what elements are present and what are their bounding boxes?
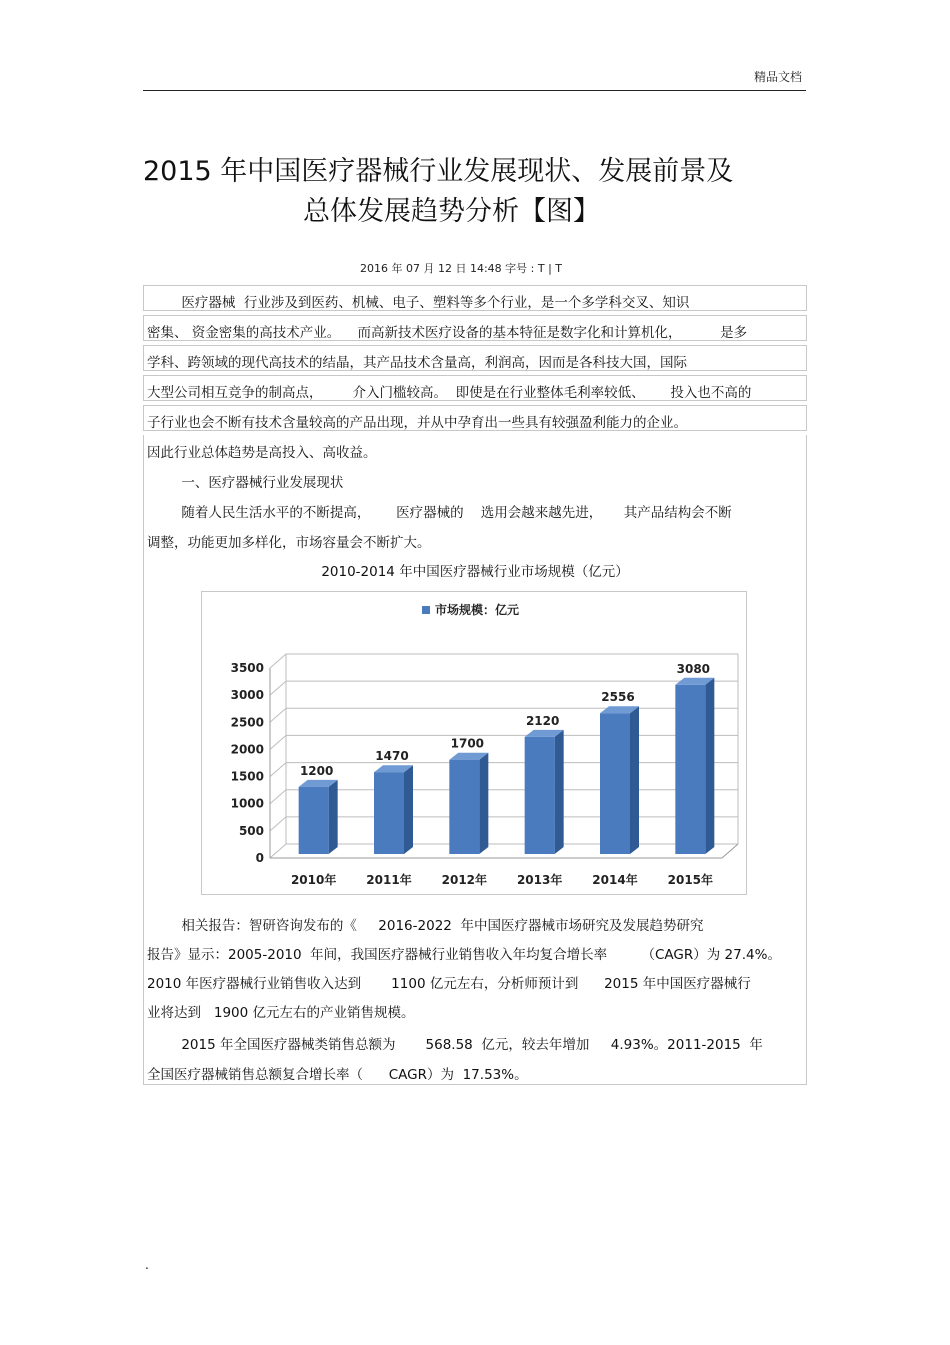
- footer-dot: .: [145, 1258, 149, 1272]
- chart: [201, 591, 747, 895]
- bar: [374, 772, 404, 854]
- legend-label: 市场规模：亿元: [435, 603, 520, 617]
- report-line: 2010 年医疗器械行业销售收入达到 1100 亿元左右，分析师预计到 2015 年中国医疗器械行: [147, 976, 751, 992]
- y-tick-label: 1000: [230, 796, 264, 811]
- gridline: [270, 763, 738, 777]
- x-tick-label: 2015年: [667, 873, 714, 887]
- x-tick-label: 2010年: [290, 873, 337, 887]
- bar-side: [555, 730, 564, 854]
- header-label: 精品文档: [753, 70, 802, 84]
- bar-side: [630, 706, 639, 854]
- section-line: 调整，功能更加多样化，市场容量会不断扩大。: [147, 535, 431, 551]
- chart-floor: [270, 844, 738, 858]
- report-line: 业将达到 1900 亿元左右的产业销售规模。: [147, 1005, 415, 1021]
- x-tick-label: 2013年: [516, 873, 563, 887]
- bar: [299, 787, 329, 854]
- publish-meta: 2016 年 07 月 12 日 14:48 字号 : T | T: [360, 262, 563, 275]
- intro-line: 学科、跨领域的现代高技术的结晶，其产品技术含量高，利润高，因而是各科技大国，国际: [147, 355, 687, 371]
- bar-side: [705, 678, 714, 854]
- report-line: 全国医疗器械销售总额复合增长率（ CAGR）为 17.53%。: [147, 1067, 528, 1083]
- legend-swatch: [422, 606, 430, 614]
- y-tick-label: 3000: [230, 688, 264, 703]
- bar-chart-svg: [202, 592, 746, 894]
- bar-side: [404, 765, 413, 854]
- section-line: 随着人民生活水平的不断提高， 医疗器械的 选用会越来越先进， 其产品结构会不断: [147, 505, 732, 521]
- chart-caption: 2010-2014 年中国医疗器械行业市场规模（亿元）: [321, 564, 629, 580]
- intro-line: 医疗器械 行业涉及到医药、机械、电子、塑料等多个行业，是一个多学科交叉、知识: [147, 295, 690, 311]
- gridline: [270, 735, 738, 749]
- y-tick-label: 500: [238, 823, 264, 838]
- bar: [675, 685, 705, 854]
- gridline: [270, 817, 738, 831]
- y-tick-label: 0: [255, 851, 264, 865]
- y-tick-label: 1500: [230, 769, 264, 784]
- data-label: 1470: [375, 749, 409, 764]
- data-label: 1200: [299, 763, 334, 778]
- bar: [600, 713, 630, 854]
- x-tick-label: 2012年: [441, 873, 488, 887]
- page-title: [143, 152, 806, 232]
- title-line-1: 2015 年中国医疗器械行业发展现状、发展前景及: [143, 156, 734, 187]
- data-label: 3080: [676, 661, 711, 676]
- data-label: 2120: [525, 713, 560, 728]
- intro-line: 子行业也会不断有技术含量较高的产品出现，并从中孕育出一些具有较强盈利能力的企业。: [147, 415, 687, 431]
- gridline: [270, 844, 738, 858]
- section-heading: 一、医疗器械行业发展现状: [147, 475, 344, 491]
- header-rule: [143, 90, 806, 91]
- bar: [525, 737, 555, 854]
- intro-line: 大型公司相互竞争的制高点， 介入门槛较高。 即使是在行业整体毛利率较低、 投入也不高的: [147, 385, 752, 401]
- gridline: [270, 681, 738, 695]
- intro-line: 密集、 资金密集的高技术产业。 而高新技术医疗设备的基本特征是数字化和计算机化， 是多: [147, 325, 748, 341]
- gridline: [270, 654, 738, 668]
- report-line: 2015 年全国医疗器械类销售总额为 568.58 亿元，较去年增加 4.93%。2011-2015 年: [147, 1037, 763, 1053]
- y-tick-label: 3500: [230, 661, 264, 675]
- y-tick-label: 2500: [230, 715, 264, 730]
- x-tick-label: 2014年: [592, 873, 638, 887]
- data-label: 2556: [601, 690, 635, 705]
- data-label: 1700: [450, 736, 485, 751]
- title-line-2: 总体发展趋势分析【图】: [303, 196, 600, 227]
- gridline: [270, 708, 738, 722]
- bar-side: [329, 780, 338, 854]
- report-line: 相关报告：智研咨询发布的《 2016-2022 年中国医疗器械市场研究及发展趋势研究: [147, 918, 704, 934]
- y-tick-label: 2000: [230, 742, 264, 757]
- bar-side: [479, 753, 488, 854]
- bar: [449, 760, 479, 854]
- intro-line: 因此行业总体趋势是高投入、高收益。: [147, 445, 377, 461]
- gridline: [270, 790, 738, 804]
- report-line: 报告》显示：2005-2010 年间，我国医疗器械行业销售收入年均复合增长率 （CAGR）为 27.4%。: [147, 947, 781, 963]
- x-tick-label: 2011年: [366, 873, 412, 887]
